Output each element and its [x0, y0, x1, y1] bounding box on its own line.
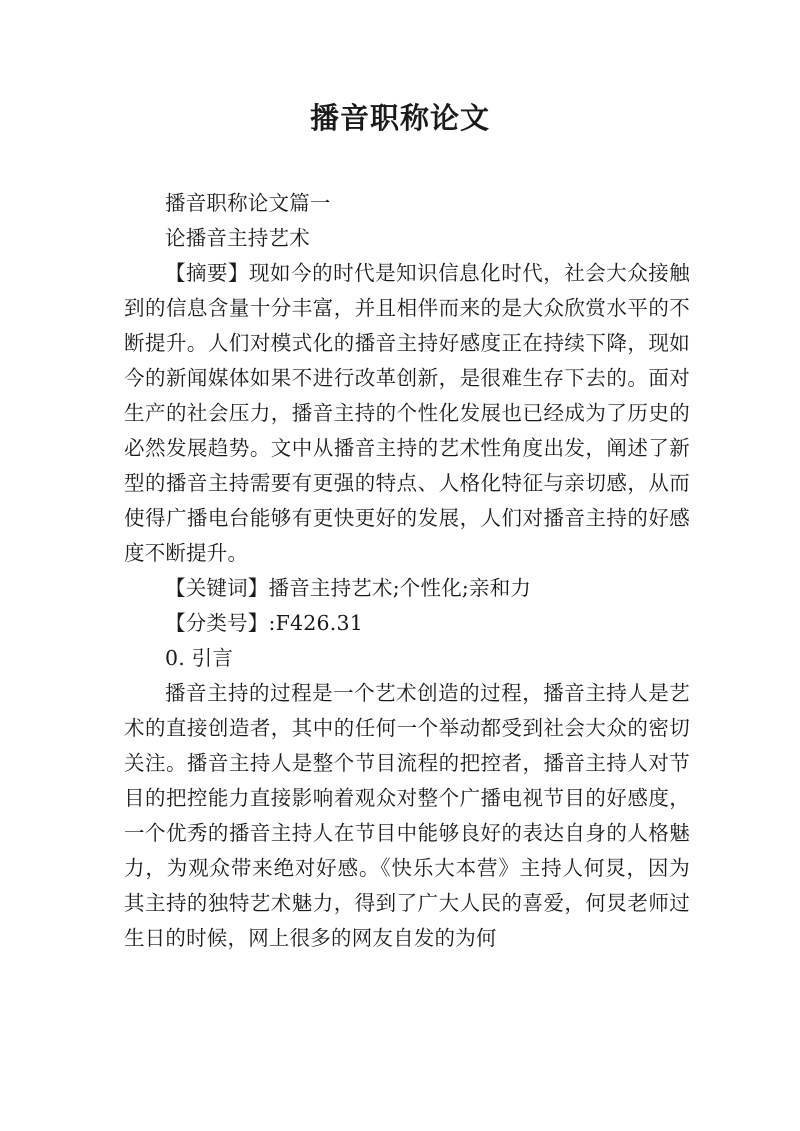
- document-body: [124, 186, 690, 956]
- document-title: 播音职称论文: [309, 101, 490, 135]
- abstract-paragraph: 【摘要】现如今的时代是知识信息化时代，社会大众接触到的信息含量十分丰富，并且相伴而来的是大众欣赏水平的不断提升。人们对模式化的播音主持好感度正在持续下降，现如今的新闻媒体如果不进行改革创新，是很难生存下去的。面对生产的社会压力，播音主持的个性化发展也已经成为了历史的必然发展趋势。文中从播音主持的艺术性角度出发，阐述了新型的播音主持需要有更强的特点、人格化特征与亲切感，从而使得广播电台能够有更快更好的发展，人们对播音主持的好感度不断提升。: [124, 261, 690, 565]
- introduction-heading: 0. 引言: [165, 646, 234, 670]
- body-paragraph: 播音主持的过程是一个艺术创造的过程，播音主持人是艺术的直接创造者，其中的任何一个举动都受到社会大众的密切关注。播音主持人是整个节目流程的把控者，播音主持人对节目的把控能力直接影响着观众对整个广播电视节目的好感度，一个优秀的播音主持人在节目中能够良好的表达自身的人格魅力，为观众带来绝对好感。《快乐大本营》主持人何炅，因为其主持的独特艺术魅力，得到了广大人民的喜爱，何炅老师过生日的时候，网上很多的网友自发的为何: [124, 681, 690, 950]
- classification-line: 【分类号】:F426.31: [165, 611, 363, 635]
- keywords-line: 【关键词】播音主持艺术;个性化;亲和力: [165, 576, 532, 600]
- article-title: 论播音主持艺术: [165, 226, 310, 250]
- section-heading: 播音职称论文篇一: [165, 191, 331, 215]
